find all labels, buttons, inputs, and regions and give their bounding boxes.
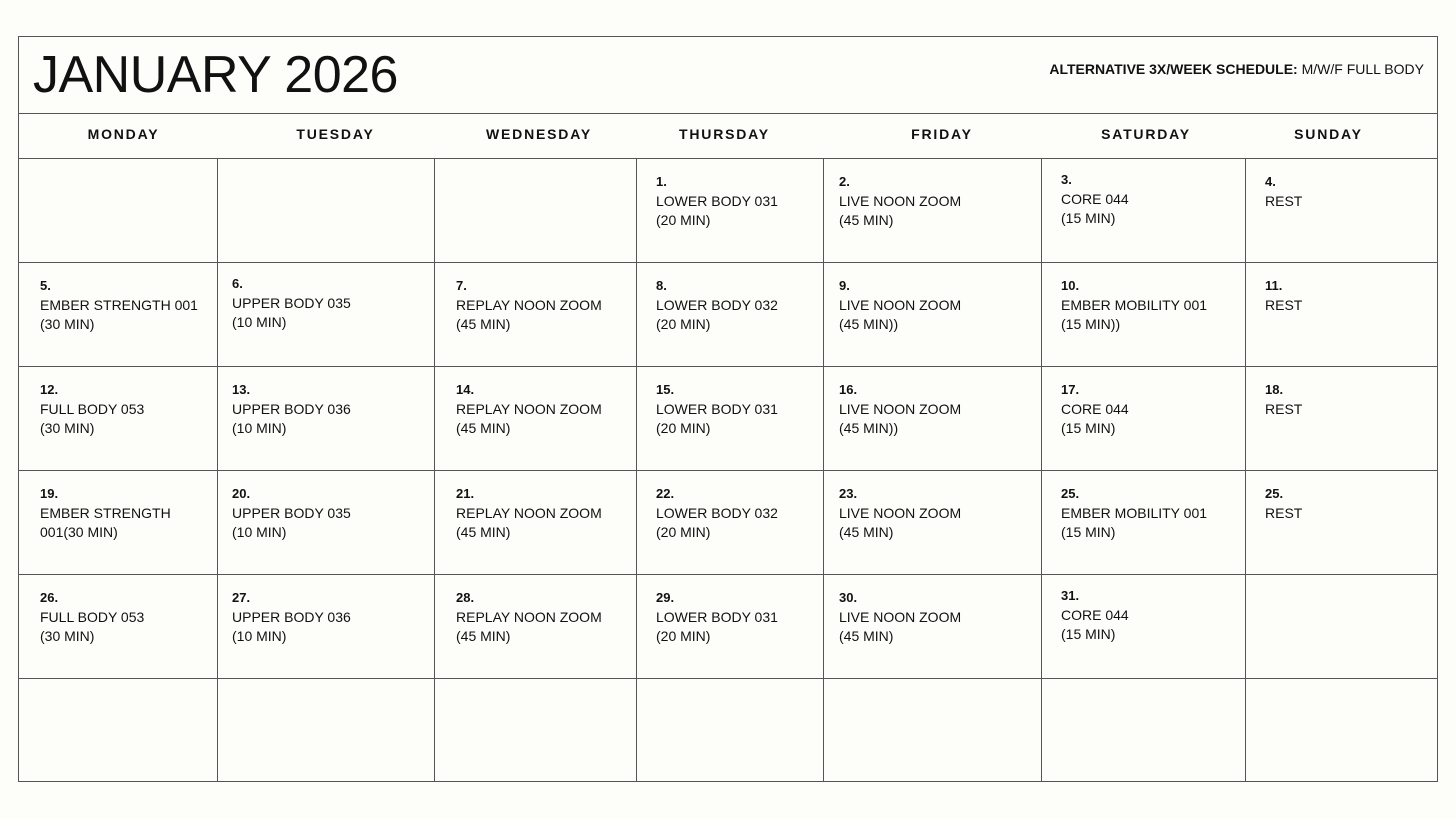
day-number: 1. (656, 174, 667, 189)
workout-duration: (10 MIN) (232, 524, 287, 540)
day-number: 31. (1061, 588, 1080, 603)
workout-name: LIVE NOON ZOOM (839, 401, 962, 417)
weekday-header-friday: FRIDAY (911, 126, 973, 142)
day-number: 22. (656, 486, 675, 501)
workout-name: EMBER STRENGTH 001 (40, 297, 198, 313)
workout-duration: (45 MIN) (839, 524, 894, 540)
day-number: 19. (40, 486, 59, 501)
day-cell[interactable] (218, 470, 435, 574)
workout-name: REST (1265, 505, 1303, 521)
day-number: 4. (1265, 174, 1276, 189)
day-cell[interactable] (824, 158, 1042, 262)
weekday-header-wednesday: WEDNESDAY (486, 126, 592, 142)
day-cell[interactable] (1246, 470, 1439, 574)
day-cell[interactable] (1042, 470, 1246, 574)
day-number: 23. (839, 486, 858, 501)
workout-duration: (20 MIN) (656, 420, 711, 436)
day-cell[interactable] (218, 158, 435, 262)
day-number: 2. (839, 174, 850, 189)
workout-duration: (45 MIN) (839, 212, 894, 228)
day-number: 15. (656, 382, 675, 397)
day-cell[interactable] (435, 678, 637, 782)
workout-name: REST (1265, 401, 1303, 417)
title-bar (19, 37, 1437, 114)
day-cell[interactable] (1246, 158, 1439, 262)
row-divider (19, 470, 1437, 471)
day-number: 5. (40, 278, 51, 293)
day-number: 26. (40, 590, 59, 605)
day-cell[interactable] (19, 574, 218, 678)
calendar (18, 36, 1438, 782)
workout-name: UPPER BODY 036 (232, 401, 351, 417)
day-cell[interactable] (19, 158, 218, 262)
day-number: 30. (839, 590, 858, 605)
workout-name: REST (1265, 193, 1303, 209)
workout-duration: (10 MIN) (232, 314, 287, 330)
day-cell[interactable] (19, 470, 218, 574)
workout-duration: (45 MIN) (456, 628, 511, 644)
day-number: 29. (656, 590, 675, 605)
schedule-note (1049, 61, 1424, 77)
day-number: 12. (40, 382, 59, 397)
day-number: 13. (232, 382, 251, 397)
workout-name: REPLAY NOON ZOOM (456, 297, 602, 313)
day-cell[interactable] (435, 366, 637, 470)
day-cell[interactable] (637, 262, 824, 366)
weekday-header-sunday: SUNDAY (1294, 126, 1363, 142)
row-divider (19, 574, 1437, 575)
day-number: 25. (1061, 486, 1080, 501)
day-cell[interactable] (637, 366, 824, 470)
workout-name: FULL BODY 053 (40, 401, 145, 417)
day-cell[interactable] (1246, 574, 1439, 678)
day-number: 10. (1061, 278, 1080, 293)
day-cell[interactable] (1246, 678, 1439, 782)
day-cell[interactable] (218, 262, 435, 366)
day-number: 25. (1265, 486, 1284, 501)
day-cell[interactable] (824, 262, 1042, 366)
workout-name: LOWER BODY 031 (656, 609, 778, 625)
workout-duration: 001(30 MIN) (40, 524, 118, 540)
weekday-header-row (19, 113, 1437, 159)
day-cell[interactable] (637, 678, 824, 782)
workout-name: LIVE NOON ZOOM (839, 505, 962, 521)
workout-duration: (20 MIN) (656, 316, 711, 332)
schedule-note-value: M/W/F FULL BODY (1297, 61, 1424, 77)
weekday-header-thursday: THURSDAY (679, 126, 770, 142)
workout-duration: (30 MIN) (40, 316, 95, 332)
page-title: JANUARY 2026 (33, 46, 398, 104)
workout-duration: (20 MIN) (656, 524, 711, 540)
workout-duration: (45 MIN) (456, 420, 511, 436)
workout-duration: (10 MIN) (232, 420, 287, 436)
day-cell[interactable] (218, 574, 435, 678)
day-cell[interactable] (1042, 262, 1246, 366)
workout-name: REPLAY NOON ZOOM (456, 505, 602, 521)
weekday-header-tuesday: TUESDAY (296, 126, 375, 142)
workout-name: EMBER STRENGTH (40, 505, 171, 521)
workout-duration: (45 MIN) (456, 524, 511, 540)
workout-name: FULL BODY 053 (40, 609, 145, 625)
day-cell[interactable] (637, 470, 824, 574)
day-cell[interactable] (824, 470, 1042, 574)
workout-duration: (30 MIN) (40, 628, 95, 644)
workout-duration: (45 MIN)) (839, 420, 899, 436)
day-cell[interactable] (1042, 366, 1246, 470)
day-cell[interactable] (435, 262, 637, 366)
workout-name: CORE 044 (1061, 607, 1129, 623)
day-cell[interactable] (218, 366, 435, 470)
day-number: 18. (1265, 382, 1284, 397)
workout-name: LOWER BODY 031 (656, 193, 778, 209)
workout-name: LIVE NOON ZOOM (839, 609, 962, 625)
workout-name: UPPER BODY 035 (232, 505, 351, 521)
workout-name: LIVE NOON ZOOM (839, 297, 962, 313)
day-cell[interactable] (19, 678, 218, 782)
workout-duration: (45 MIN)) (839, 316, 899, 332)
workout-name: LOWER BODY 032 (656, 297, 778, 313)
weekday-header-monday: MONDAY (87, 126, 160, 142)
day-cell[interactable] (19, 366, 218, 470)
day-number: 7. (456, 278, 467, 293)
workout-duration: (15 MIN) (1061, 524, 1116, 540)
day-number: 16. (839, 382, 858, 397)
day-cell[interactable] (1042, 678, 1246, 782)
workout-duration: (20 MIN) (656, 628, 711, 644)
workout-name: EMBER MOBILITY 001 (1061, 505, 1208, 521)
day-number: 21. (456, 486, 475, 501)
workout-name: CORE 044 (1061, 191, 1129, 207)
workout-name: REPLAY NOON ZOOM (456, 609, 602, 625)
day-number: 6. (232, 276, 243, 291)
day-cell[interactable] (19, 262, 218, 366)
workout-duration: (45 MIN) (839, 628, 894, 644)
workout-duration: (15 MIN) (1061, 626, 1116, 642)
workout-name: REST (1265, 297, 1303, 313)
day-number: 17. (1061, 382, 1080, 397)
workout-name: CORE 044 (1061, 401, 1129, 417)
day-cell[interactable] (637, 158, 824, 262)
row-divider (19, 678, 1437, 679)
row-divider (19, 262, 1437, 263)
row-divider (19, 366, 1437, 367)
day-cell[interactable] (1042, 158, 1246, 262)
workout-name: EMBER MOBILITY 001 (1061, 297, 1208, 313)
day-cell[interactable] (218, 678, 435, 782)
day-number: 3. (1061, 172, 1072, 187)
workout-name: UPPER BODY 035 (232, 295, 351, 311)
day-number: 27. (232, 590, 251, 605)
day-cell[interactable] (1246, 262, 1439, 366)
day-cell[interactable] (824, 366, 1042, 470)
workout-duration: (20 MIN) (656, 212, 711, 228)
day-cell[interactable] (824, 678, 1042, 782)
day-number: 8. (656, 278, 667, 293)
day-number: 14. (456, 382, 475, 397)
workout-name: UPPER BODY 036 (232, 609, 351, 625)
workout-duration: (45 MIN) (456, 316, 511, 332)
day-number: 11. (1265, 278, 1283, 293)
day-cell[interactable] (637, 574, 824, 678)
day-cell[interactable] (435, 574, 637, 678)
workout-name: LOWER BODY 032 (656, 505, 778, 521)
day-cell[interactable] (824, 574, 1042, 678)
workout-name: LIVE NOON ZOOM (839, 193, 962, 209)
day-cell[interactable] (1042, 574, 1246, 678)
workout-duration: (15 MIN)) (1061, 316, 1121, 332)
workout-duration: (15 MIN) (1061, 210, 1116, 226)
day-cell[interactable] (1246, 366, 1439, 470)
day-number: 28. (456, 590, 475, 605)
workout-duration: (10 MIN) (232, 628, 287, 644)
workout-duration: (15 MIN) (1061, 420, 1116, 436)
workout-name: REPLAY NOON ZOOM (456, 401, 602, 417)
day-cell[interactable] (435, 158, 637, 262)
day-number: 20. (232, 486, 251, 501)
workout-name: LOWER BODY 031 (656, 401, 778, 417)
day-cell[interactable] (435, 470, 637, 574)
weekday-header-saturday: SATURDAY (1101, 126, 1191, 142)
schedule-note-label: ALTERNATIVE 3X/WEEK SCHEDULE: (1049, 61, 1298, 77)
day-number: 9. (839, 278, 850, 293)
workout-duration: (30 MIN) (40, 420, 95, 436)
